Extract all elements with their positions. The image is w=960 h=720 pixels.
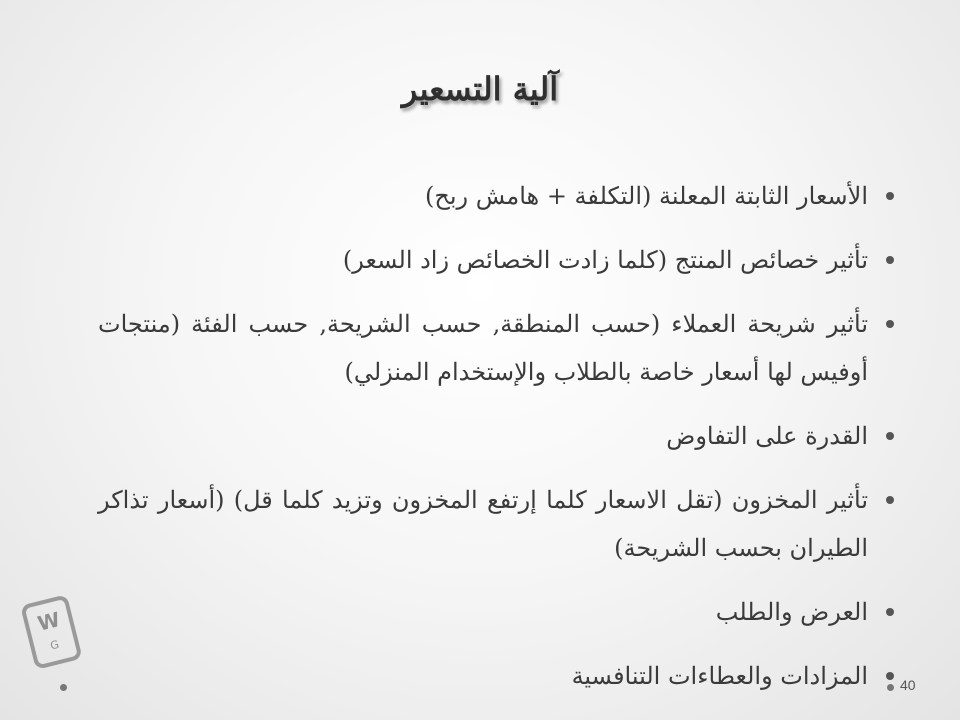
bullet-text: الأسعار الثابتة المعلنة (التكلفة + هامش ربح) [425, 182, 868, 210]
bullet-item [98, 652, 898, 700]
bullet-dot-icon [886, 496, 894, 504]
bullet-item [98, 588, 898, 636]
decorative-dot-icon [887, 684, 894, 691]
bullet-text: تأثير خصائص المنتج (كلما زادت الخصائص زاد السعر) [342, 246, 868, 274]
logo-letter-w: W [35, 607, 63, 636]
bullet-item [98, 412, 898, 460]
bullet-item [98, 300, 898, 396]
bullet-dot-icon [886, 608, 894, 616]
bullet-dot-icon [886, 192, 894, 200]
bullet-item [98, 172, 898, 220]
bullet-item [98, 236, 898, 284]
bullet-text: القدرة على التفاوض [666, 422, 868, 450]
bullet-item [98, 476, 898, 572]
bullet-dot-icon [886, 432, 894, 440]
bullet-list [98, 172, 898, 716]
page-number: 40 [900, 677, 916, 693]
bullet-text: المزادات والعطاءات التنافسية [571, 662, 868, 690]
bullet-text: تأثير المخزون (تقل الاسعار كلما إرتفع المخزون وتزيد كلما قل) (أسعار تذاكر الطيران بحسب الشريحة) [98, 486, 868, 562]
bullet-text: العرض والطلب [715, 598, 868, 626]
slide-title: آلية التسعير [401, 70, 559, 108]
bullet-dot-icon [886, 672, 894, 680]
bullet-dot-icon [886, 256, 894, 264]
wg-logo-icon [20, 592, 92, 675]
decorative-dot-icon [60, 684, 67, 691]
logo-letter-g: G [48, 637, 61, 653]
bullet-text: تأثير شريحة العملاء (حسب المنطقة, حسب الشريحة, حسب الفئة (منتجات أوفيس لها أسعار خاصة بالطلاب والإستخدام المنزلي) [98, 310, 868, 386]
bullet-dot-icon [886, 320, 894, 328]
